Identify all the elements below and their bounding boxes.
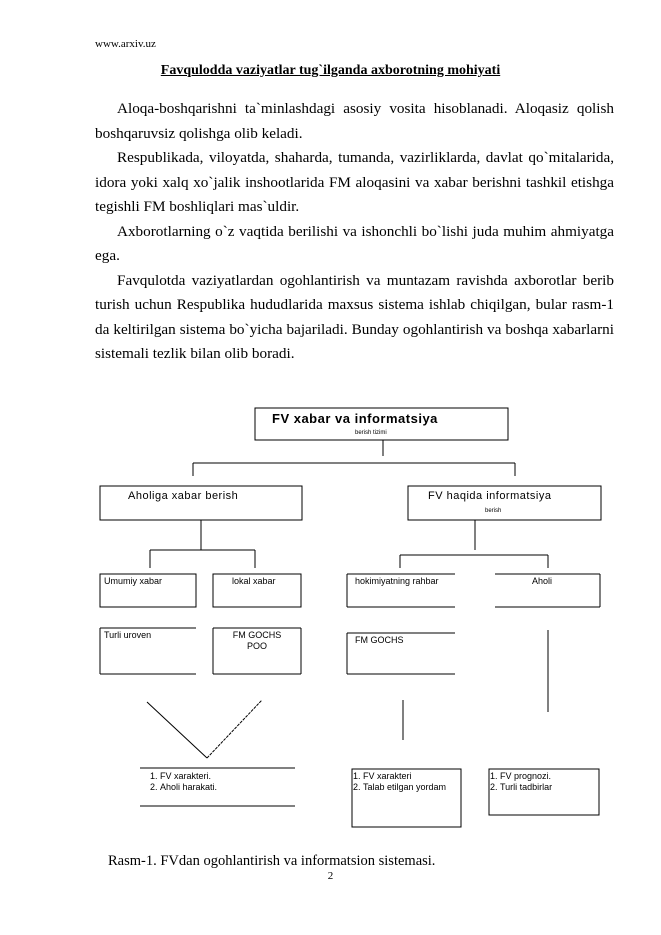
bottom-box-3-item: 2. Turli tadbirlar — [500, 782, 595, 793]
right-box-subtitle: berish — [485, 508, 502, 514]
root-box-subtitle: berish tizimi — [355, 430, 387, 436]
hokimiyat-box: hokimiyatning rahbar — [355, 576, 439, 586]
paragraph-3: Axborotlarning o`z vaqtida berilishi va ishonchli bo`lishi juda muhim ahmiyatga ega. — [95, 222, 614, 264]
page-title: Favqulodda vaziyatlar tug`ilganda axborotning mohiyati — [160, 63, 501, 78]
bottom-box-3 — [480, 771, 595, 793]
root-box-title: FV xabar va informatsiya — [272, 411, 438, 426]
bottom-box-3-item: 1. FV prognozi. — [500, 771, 595, 782]
turli-uroven-box: Turli uroven — [104, 630, 152, 640]
bottom-box-2 — [343, 771, 458, 793]
fm-gochs-box: FM GOCHS — [355, 635, 404, 645]
bottom-box-2-item: 2. Talab etilgan yordam — [363, 782, 458, 793]
bottom-box-1-item: 2. Aholi harakati. — [160, 782, 290, 793]
bottom-box-1-item: 1. FV xarakteri. — [160, 771, 290, 782]
site-url: www.arxiv.uz — [95, 38, 156, 50]
bottom-box-1 — [140, 771, 290, 793]
paragraph-1: Aloqa-boshqarishni ta`minlashdagi asosiy vosita hisoblanadi. Aloqasiz qolish boshqaruvsiz qolishga olib keladi. — [95, 100, 614, 142]
fm-gochs-poo-box: FM GOCHS POO — [232, 630, 282, 651]
paragraph-4: Favqulotda vaziyatlardan ogohlantirish va muntazam ravishda axborotlar berib turish uchun Respublika hududlarida maxsus sistema ishlab chiqilgan, bular rasm-1 da keltirilgan sistema bo`yicha bajariladi. Bunday ogohlantirish va boshqa xabarlarni sistemali tezlik bilan olib boradi. — [95, 271, 614, 362]
aholi-box: Aholi — [532, 576, 553, 586]
lokal-xabar-box: lokal xabar — [232, 576, 276, 586]
umumiy-xabar-box: Umumiy xabar — [104, 576, 163, 586]
left-box-label: Aholiga xabar berish — [128, 490, 239, 502]
bottom-box-2-item: 1. FV xarakteri — [363, 771, 458, 782]
figure-caption: Rasm-1. FVdan ogohlantirish va informatsion sistemasi. — [108, 853, 436, 869]
paragraph-2: Respublikada, viloyatda, shaharda, tumanda, vazirliklarda, davlat qo`mitalarida, idora yoki xalq xo`jalik inshootlarida FM aloqasini va xabar berishni tashkil etishga tegishli FM boshliqlari mas`uldir. — [95, 149, 614, 215]
page-number: 2 — [327, 870, 334, 882]
right-box-label: FV haqida informatsiya — [428, 490, 552, 502]
